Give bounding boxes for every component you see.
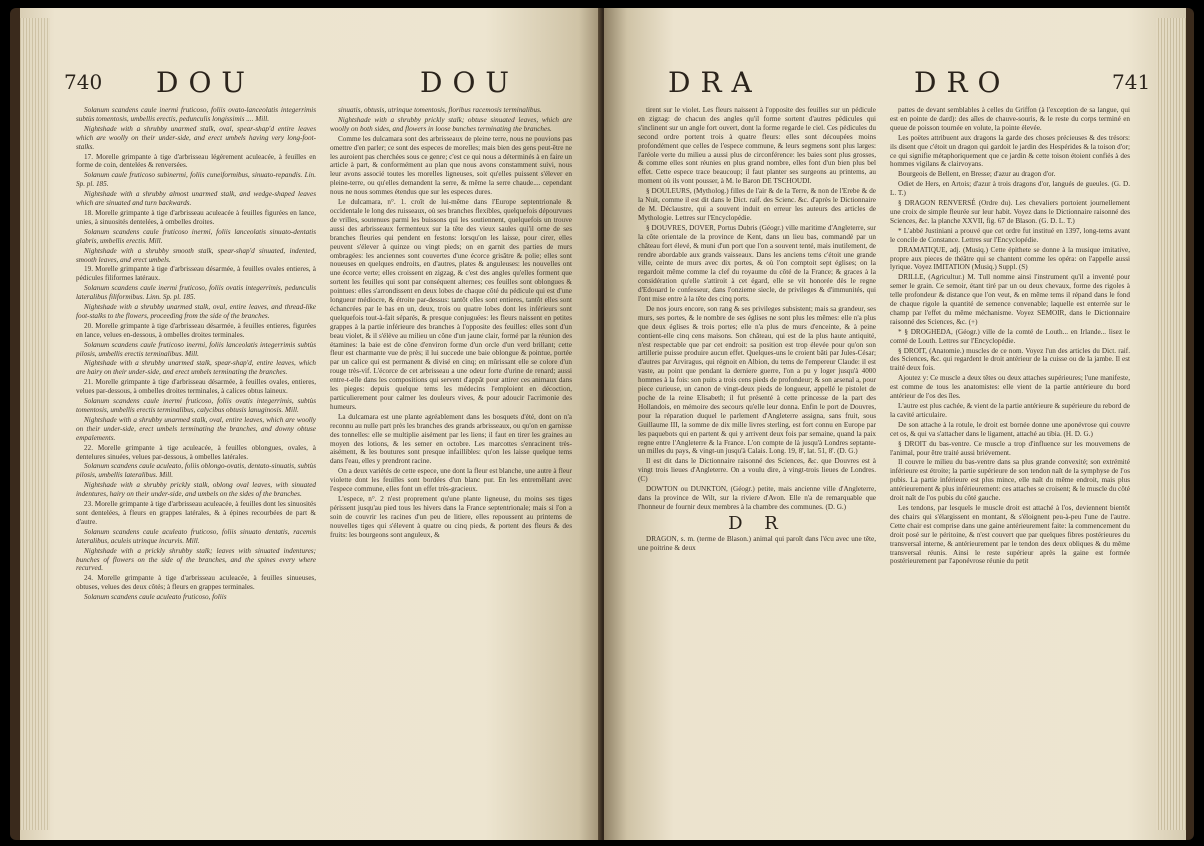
paragraph: Solanum caule fruticoso subinermi, foliis cuneiformibus, sinuato-repandis. Lin. Sp. pl. 185. <box>76 171 316 189</box>
paragraph: 19. Morelle grimpante à tige d'arbrisseau désarmée, à feuilles ovales entieres, à pédicules filiformes latéraux. <box>76 265 316 283</box>
paragraph: Nightshade with a shrubby unarmed stalk, spear-shap'd, entire leaves, which are hairy on their under-side, and erect umbels terminating the branches. <box>76 359 316 377</box>
paragraph: Bourgeois de Bellent, en Bresse; d'azur au dragon d'or. <box>898 170 1056 179</box>
paragraph: Les poëtes attribuent aux dragons la garde des choses précieuses & des trésors: ils disent que c'étoit un dragon qui gardoit le jardin des Hespérides & la toison d'or; ce qui signifie métaphoriquement que ce jardin & cette toison étoient confiés à des hommes vigilans & clairvoyans. <box>890 133 1130 169</box>
paragraph: pattes de devant semblables à celles du Griffon (à l'exception de sa langue, qui est en pointe de dard): des aîles de chauve-souris, & le reste du corps terminé en queue de poisson tournée en volute, la pointe élevée. <box>890 106 1130 132</box>
paragraph: 18. Morelle grimpante à tige d'arbrisseau aculeacée à feuilles figurées en lance, unies, à sinuosités dentelées, à ombelles droites. <box>76 208 316 226</box>
paragraph: DRAMATIQUE, adj. (Musiq.) Cette épithete se donne à la musique imitative, propre aux pieces de théâtre qui se chantent comme les opéra: on l'appelle aussi lyrique. Voyez IMITATION (Musiq.) Suppl. (S) <box>890 245 1130 272</box>
paragraph: 24. Morelle grimpante à tige d'arbrisseau aculeacée, à feuilles sinueuses, obtuses, velues des deux côtés; à fleurs en grappes terminales. <box>76 574 316 592</box>
paragraph: Nightshade with a shrubby almost unarmed stalk, and wedge-shaped leaves which are sinuated and turn backwards. <box>76 190 316 208</box>
paragraph: Comme les dulcamara sont des arbrisseaux de pleine terre, nous ne pouvions pas omettre d'en parler; ce sont des especes de morelles; mais bien des gens peut-être ne les auroient pas cherchées sous ce genre; c'est ce qui nous a déterminés à en faire un article à part, & conformément au plan que nous avons constamment suivi, nous leur avons associé toutes les morelles ligneuses, soit qu'elles puissent s'élever en pleine-terre, ou qu'elles demandent la serre, & même la serre chaude.... cependant nous ne nous sommes étendus que sur les especes dures. <box>330 134 572 197</box>
paragraph: * L'abbé Justiniani a prouvé que cet ordre fut institué en 1397, long-tems avant le concile de Constance. Lettres sur l'Encyclopédie. <box>890 226 1130 244</box>
right-page <box>604 8 1186 840</box>
page-edges-left <box>20 18 50 830</box>
paragraph: Les tendons, par lesquels le muscle droit est attaché à l'os, deviennent bientôt des chairs qui s'élargissent en montant, & s'éloignent peu-à-peu l'une de l'autre. Cette chair est comprise dans une gaine antérieurement faite: la commencement du droit posé sur le péritoine, & n'est couvert que par quelques fibres postérieures du transversal interne, & antérieurement par le tendon des deux obliques & du même transversal réunis. Ainsi le reste supérieur après la gaine est formée postérieurement par l'aponévrose réunie du petit <box>890 503 1130 566</box>
paragraph: Nightshade with a shrubby prickly stalk, oblong oval leaves, with sinuated indentures, hairy on their under-side, and umbels on the sides of the branches. <box>76 481 316 499</box>
paragraph: 21. Morelle grimpante à tige d'arbrisseau désarmée, à feuilles ovales, entieres, velues par-dessous, à ombelles droites terminales, à calices obtus laineux. <box>76 378 316 396</box>
page-edges-right <box>1156 18 1186 830</box>
paragraph: Solanum scandens caule aculeato fruticoso, foliis sinuato dentatis, racemis lateralibus, aculeis utrinque incurvis. Mill. <box>76 527 316 545</box>
paragraph: Nightshade with a shrubby prickly stalk; obtuse sinuated leaves, which are woolly on both sides, and flowers in loose bunches terminating the branches. <box>330 115 572 133</box>
left-page <box>20 8 602 840</box>
paragraph: § DRAGON RENVERSÉ (Ordre du). Les chevaliers portoient journellement une croix de simple fleurée sur leur habit. Voyez dans le Dictionnaire raisonné des Sciences, &c. la planche XXVII, fig. 67 de Blason. (G. D. L. T.) <box>890 199 1130 225</box>
paragraph: sinuatis, obtusis, utrinque tomentosis, floribus racemosis terminalibus. <box>338 106 542 114</box>
paragraph: tirent sur le violet. Les fleurs naissent à l'opposite des feuilles sur un pédicule en zigzag: de chacun des angles qu'il forme sortent d'autres pédicules qui s'inclinent sur un angle fort ouvert, dont la forme regarde le ciel. Ces pédicules du second ordre portent trois à quatre fleurs: elles sont découpées moins profondément que celles de l'espece commune, & leurs segmens sont plus larges: l'aréole verte du milieu a aussi plus de circonférence: les baies sont plus grosses, & comme elles sont réunies en plus grand nombre, elles font d'un bien plus bel effet. Cette espece trace beaucoup; il faut planter ses surgeons au printems, au moment où ils vont pousser, à M. le Baron DE TSCHOUDI. <box>638 106 876 186</box>
paragraph: Nightshade with a shrubby smooth stalk, spear-shap'd sinuated, indented, smooth leaves, and erect umbels. <box>76 246 316 264</box>
paragraph: De nos jours encore, son rang & ses privileges subsistent; mais sa grandeur, ses murs, ses portes, & le nombre de ses églises ne sont plus les mêmes: elle n'a plus que deux églises & trois portes; elle n'a plus de murs d'enceinte, & à peine contient-elle cinq cens maisons. Son château, qui est de la plus haute antiquité, n'est respectable que par cet endroit: sa position est trop élevée pour qu'on son artillerie puisse produire aucun effet. Quelques-uns le croient bâti par Jules-César; d'autres par Arviragus, qui régnoit en Albion, du tems de l'empereur Claude: il est vaste, au point que pendant la derniere guerre, l'on a pu y loger jusqu'à 4000 hommes à la fois: son puits a trois cens pieds de profondeur; & son arsenal a, pour piece curieuse, un canon de vingt-deux pieds de longueur, appellé le pistolet de poche de la reine Elisabeth; il fut présenté à cette princesse de la part des Hollandois, en mémoire des secours qu'elle leur donna. Enfin le port de Douvres, pour la réparation duquel le parlement d'Angleterre assigna, sans fruit, sous Guillaume III, la somme de dix mille livres sterling, est fort connu en Europe par les paquebots qui en partent & qui y arrivent deux fois par semaine, quand la paix regne entre l'Angleterre & la France. L'on compte de là jusqu'à Londres septante-un milles du pays, & vingt-un jusqu'à Calais. Long. 19, 8', lat. 51, 8'. (D. G.) <box>638 304 876 456</box>
paragraph: Il couvre le milieu du bas-ventre dans sa plus grande convexité; son extrémité inférieure est étroite; la partie supérieure de son tendon naît de la symphyse de l'os pubis. La partie inférieure est plus mince, elle naît du même endroit, mais plus antérieurement & plus inférieurement: ces attaches se croisent; & le muscle du côté droit naît de l'os pubis du côté gauche. <box>890 458 1130 503</box>
paragraph: La dulcamara est une plante agréablement dans les bosquets d'été, dont on n'a reconnu au nulle part près les branches des grands arbrisseaux, ou qu'on en garnisse des tonnelles: elle se multiplie aisément par les liens; il faut en tirer les graines au moyen des lotions, & les semer en octobre. Les marcottes s'enracinent très-aisément, & les boutures sont presque infaillibles: qu'on les laisse quelque tems dans l'eau, elles y prendront racine. <box>330 412 572 466</box>
running-head-left-col2: DOU <box>420 66 520 99</box>
paragraph: Il est dit dans le Dictionnaire raisonné des Sciences, &c. que Douvres est à vingt trois lieues d'Angleterre. On a voulu dire, à vingt-trois lieues de Londres. (C) <box>638 457 876 484</box>
right-column-1 <box>638 106 876 554</box>
paragraph: Nightshade with a shrubby unarmed stalk, oval, entire leaves, and thread-like foot-stalks to the flowers, proceeding from the side of the branches. <box>76 303 316 320</box>
paragraph: On a deux variétés de cette espece, une dont la fleur est blanche, une autre à fleur violette dont les feuilles sont bordées d'un blanc pur. En les entremêlant avec l'espece commune, elles font un effet très-gracieux. <box>330 467 572 494</box>
paragraph: 20. Morelle grimpante à tige d'arbrisseau désarmée, à feuilles entieres, figurées en lance, velues en-dessous, à ombelles droites terminales. <box>76 321 316 339</box>
paragraph: Nightshade with a shrubby unarmed stalk, oval, spear-shap'd entire leaves which are woolly on their under-side, and erect umbels having very long-foot-stalks. <box>76 124 316 151</box>
paragraph: * § DROGHEDA, (Géogr.) ville de la comté de Louth... en Irlande... lisez le comté de Louth. Lettres sur l'Encyclopédie. <box>890 327 1130 345</box>
paragraph: § DOUVRES, DOVER, Portus Dubris (Géogr.) ville maritime d'Angleterre, sur la côte orientale de la province de Kent, dans un lieu bas, commandé par un château fort élevé, & muni d'un port que l'on a souvent tenté, mais inutilement, de rendre abordable aux grands vaisseaux. Dans les anciens tems c'étoit une grande ville, ceinte de murs avec dix portes, & où l'on comptoit sept églises; on la regardoit même comme la clef du royaume du côté de la France; & graces à la considération qu'elle s'attiroit à cet égard, elle se vit honorée dès le regne d'Edouard le confesseur, dans l'onzieme siecle, de privileges & d'immunités, qui l'ont mise entre à la tête des cinq ports. <box>638 223 876 304</box>
section-letter-heading: D R <box>728 512 786 534</box>
paragraph: § DROIT du bas-ventre. Ce muscle a trop d'influence sur les mouvemens de l'animal, pour être traité aussi briévement. <box>890 439 1130 457</box>
paragraph: 22. Morelle grimpante à tige aculeacée, à feuilles oblongues, ovales, à dentelures sinuées, velues par-dessous, à ombelles latérales. <box>76 443 316 461</box>
paragraph: DRAGON, s. m. (terme de Blason.) animal qui paroît dans l'écu avec une tête, une poitrine & deux <box>638 534 876 552</box>
paragraph: L'espece, n°. 2 n'est proprement qu'une plante ligneuse, du moins ses tiges périssent jusqu'au pied tous les hivers dans la France septentrionale; mais si l'on a soin de couvrir les racines d'un peu de litiere, elles repoussent au printems de nouvelles tiges qui s'élevent à quatre ou cinq pieds, & portent des fleurs & des fruits: les bourgeons sont anguleux, & <box>330 494 572 539</box>
paragraph: L'autre est plus cachée, & vient de la partie antérieure & supérieure du rebord de la cavité articulaire. <box>890 402 1130 419</box>
paragraph: Ajoutez y: Ce muscle a deux têtes ou deux attaches supérieures; l'une manifeste, est comme de tous les anatomistes: elle vient de la partie antérieure du bord antérieur de l'os des îles. <box>890 374 1130 401</box>
running-head-right-col1: DRA <box>668 66 762 99</box>
paragraph: Solanum scandens caule aculeato fruticoso, foliis <box>84 593 227 602</box>
left-column-1 <box>76 106 316 603</box>
open-book <box>10 8 1194 840</box>
paragraph: 23. Morelle grimpante à tige d'arbrisseau aculeacée, à feuilles dont les sinuosités sont dentelées, à fleurs en grappes latérales, & à épines recourbées de part & d'autre. <box>76 500 316 526</box>
paragraph: Solanum scandens caule inermi fruticoso, foliis ovato-lanceolatis integerrimis subtùs tomentosis, umbellis erectis, pedunculis longissimis .... Mill. <box>76 106 316 123</box>
page-number-left: 740 <box>64 70 103 94</box>
paragraph: Solanum scandens caule inermi fruticoso, foliis ovatis integerrimis, subtùs tomentosis, umbellis erectis terminalibus, calycibus obtusis lanuginosis. Mill. <box>76 397 316 414</box>
paragraph: Nightshade with a shrubby unarmed stalk, oval, entire leaves, which are woolly on their under-side, erect umbels terminating the branches, and downy obtuse empalements. <box>76 415 316 442</box>
paragraph: Solanum scandens caule inermi fruticoso, foliis ovatis integerrimis, pedunculis lateralibus filiformibus. Linn. Sp. pl. 185. <box>76 284 316 302</box>
running-head-left-col1: DOU <box>156 66 256 99</box>
paragraph: 17. Morelle grimpante à tige d'arbrisseau légérement aculeacée, à feuilles en forme de coin, dentelées & renversées. <box>76 152 316 170</box>
paragraph: Le dulcamara, n°. 1. croît de lui-même dans l'Europe septentrionale & occidentale le long des ruisseaux, où ses branches flexibles, quelquefois dépourvues de vrilles, soutenues parmi les buissons qui les soutiennent, quelquefois un trouve aussi des arbrisseaux fermenteux sur la tête des vieux saules qui'il orne de ses branches fleuries qui pendent en festons: lorsqu'on les laisse, pour cirer, elles peuvent s'élever à quinze ou vingt pieds; on en garnit des parties de murs ombragées: les anciennes sont couvertes d'une écorce grisâtre & polie; elles sont noueuses en quelques endroits, en d'autres, plates & anguleuses: les nouvelles ont une écorce verte; elles croissent en zigzag, & c'est des angles qu'elles forment que sortent les feuilles qui sont par conséquent alternes; ces feuilles sont oblongues & pointues: elles s'arrondissent en deux lobes de chaque côté du pédicule qui est d'une longueur médiocre, & étroite par-dessus: tantôt elles sont entieres, tantôt elles sont échancrées par le bas en un, deux, trois ou quatre lobes dont les inférieurs sont quelquefois tout-à-fait séparés, & presque conjuguées: les fleurs naissent en petites grappes à la partie inférieure des branches à l'opposite des feuilles: elles sont d'un beau violet, & il s'élève au milieu un cône d'un jaune clair, formé par la réunion des étamines: la baie est de cône d'environ forme d'un orcle d'un verd brillant; cette fleur est charmante vue de près; il lui succede une baie oblongue & pointue, portée par un calice qui est permanent & divisé en cinq; en mûrissant elle se colore d'un rouge très-vif. L'écorce de cet arbrisseau a une odeur forte d'urine de renard; aussi entre-t-elle dans les compositions qui servent d'appât pour attirer ces animaux dans les pieges: depuis quelque tems les médecins l'emploient en décoction, particulierement pour calmer les douleurs vives, & pour adoucir l'acrimonie des humeurs. <box>330 198 572 411</box>
paragraph: Nightshade with a prickly shrubby stalk; leaves with sinuated indentures; bunches of flowers on the side of the branches, and the spines every where recurved. <box>76 546 316 573</box>
paragraph: De son attache à la rotule, le droit est bornée donne une aponévrose qui couvre cet os, & qui va s'attacher dans le ligament, attaché au tibia. (H. D. G.) <box>890 420 1130 438</box>
paragraph: Solanum scandens caule fruticoso inermi, foliis lanceolatis sinuato-dentatis glabris, umbellis erectis. Mill. <box>76 227 316 245</box>
page-number-right: 741 <box>1112 70 1151 94</box>
paragraph: Odiet de Hers, en Artois; d'azur à trois dragons d'or, langués de gueules. (G. D. L. T.) <box>890 180 1130 198</box>
paragraph: § DROIT, (Anatomie.) muscles de ce nom. Voyez l'un des articles du Dict. raif. des Sciences, &c. qui regardent le droit antérieur de la cuisse ou de la jambe. Il est traité deux fois. <box>890 346 1130 373</box>
running-head-right-col2: DRO <box>914 66 1011 99</box>
paragraph: Solanum scandens caule fruticoso inermi, foliis lanceolatis integerrimis subtùs pilosis, umbellis erectis terminalibus. Mill. <box>76 340 316 358</box>
paragraph: DRILLE, (Agricultur.) M. Tull nomme ainsi l'instrument qu'il a inventé pour semer le grain. Ce semoir, étant tiré par un ou deux chevaux, forme des rigoles à telle profondeur & distance que l'on veut, & en même tems il répand dans le fond de chaque rigole la quantité de semence convenable; laquelle est enterrée sur le champ par l'effet du même méchanisme. Voyez SEMOIR, dans le Dictionnaire raisonné des Sciences, &c. (+) <box>890 273 1130 326</box>
paragraph: § DOULEURS, (Mytholog.) filles de l'air & de la Terre, & non de l'Erebe & de la Nuit, comme il est dit dans le Dict. raif. des Scienc. &c. d'après le Dictionnaire de M. Déclaustre, qui a souvent induit en erreur les auteurs des articles de Mythologie. Lettres sur l'Encyclopédie. <box>638 187 876 222</box>
left-column-2 <box>330 106 572 541</box>
right-column-2 <box>890 106 1130 567</box>
paragraph: Solanum scandens caule aculeato, foliis oblongo-ovatis, dentato-sinuatis, subtùs pilosis, umbellis lateralibus. Mill. <box>76 462 316 480</box>
paragraph: DOWTON ou DUNKTON, (Géogr.) petite, mais ancienne ville d'Angleterre, dans la province de Wilt, sur la riviere d'Avon. Elle n'a de remarquable que l'honneur de fournir deux membres à la chambre des communes. (D. G.) <box>638 485 876 511</box>
